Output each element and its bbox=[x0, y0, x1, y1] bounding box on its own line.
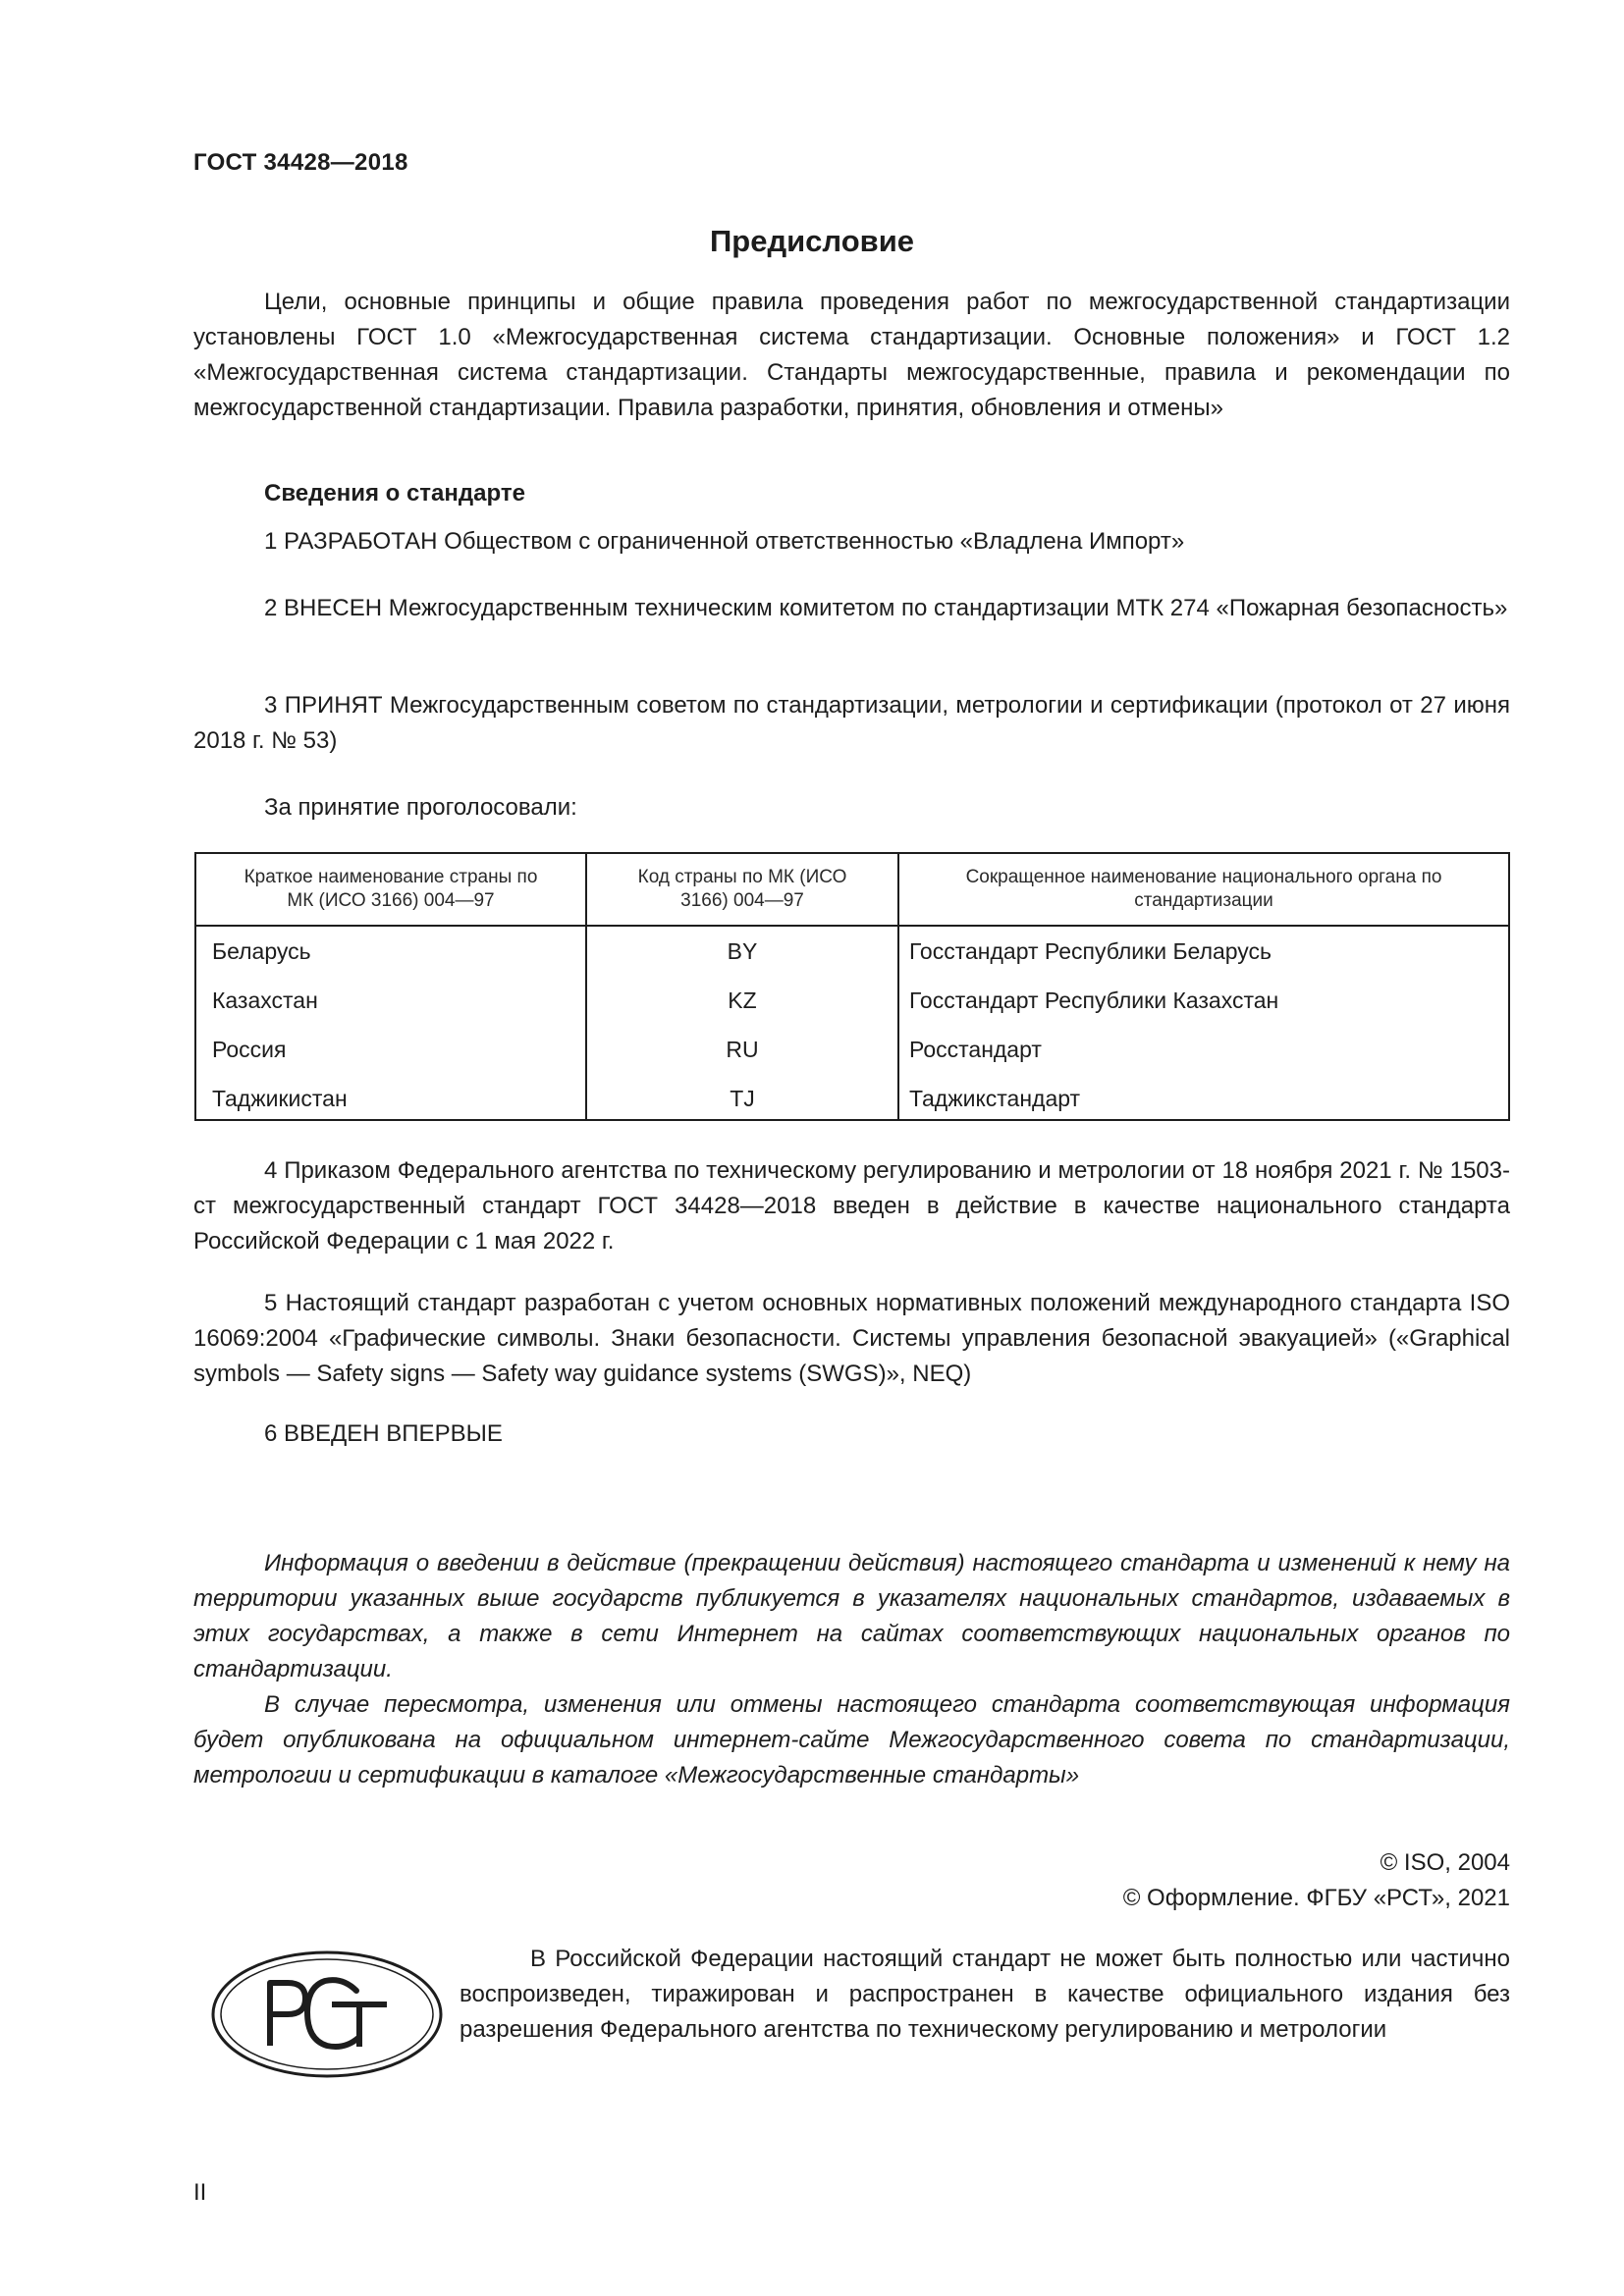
table-cell-code: KZ bbox=[728, 988, 757, 1013]
table-cell-code: BY bbox=[727, 938, 758, 964]
table-cell-country: Таджикистан bbox=[212, 1086, 348, 1111]
table-cell-country: Беларусь bbox=[212, 938, 311, 964]
copyright-notice: В Российской Федерации настоящий стандарт не может быть полностью или частично воспроизведен, тиражирован и распространен в качестве официального издания без разрешения Федерального агентства по техническому регулированию и метрологии bbox=[460, 1946, 1510, 2043]
table-header-authority: Сокращенное наименование национального органа по стандартизации bbox=[965, 867, 1442, 911]
rst-logo-icon bbox=[209, 1948, 445, 2081]
item-3: 3 ПРИНЯТ Межгосударственным советом по стандартизации, метрологии и сертификации (протокол от 27 июня 2018 г. № 53) bbox=[193, 692, 1510, 754]
table-cell-authority: Госстандарт Республики Беларусь bbox=[909, 938, 1272, 964]
page-title: Предисловие bbox=[709, 224, 914, 258]
table-header-row bbox=[196, 854, 1508, 927]
item-4: 4 Приказом Федерального агентства по техническому регулированию и метрологии от 18 ноября 2021 г. № 1503-ст межгосударственный стандарт ГОСТ 34428—2018 введен в действие в качестве национального стандарта Российской Федерации с 1 мая 2022 г. bbox=[193, 1157, 1510, 1255]
table-cell-code: RU bbox=[726, 1037, 759, 1062]
info-heading: Сведения о стандарте bbox=[264, 480, 525, 507]
table-cell-country: Казахстан bbox=[212, 988, 318, 1013]
table-cell-authority: Госстандарт Республики Казахстан bbox=[909, 988, 1279, 1013]
italic-note-2: В случае пересмотра, изменения или отмены настоящего стандарта соответствующая информация будет опубликована на официальном интернет-сайте Межгосударственного совета по стандартизации, метрологии и сертификации в каталоге «Межгосударственные стандарты» bbox=[193, 1691, 1510, 1789]
table-header-code: Код страны по МК (ИСО 3166) 004—97 bbox=[637, 867, 847, 911]
item-1: 1 РАЗРАБОТАН Обществом с ограниченной ответственностью «Владлена Импорт» bbox=[264, 528, 1185, 555]
item-5: 5 Настоящий стандарт разработан с учетом основных нормативных положений международного стандарта ISO 16069:2004 «Графические символы. Знаки безопасности. Системы управления безопасной эвакуацией» («Graphical symbols — Safety signs — Safety way guidance systems (SWGS)», NEQ) bbox=[193, 1290, 1510, 1387]
voting-table bbox=[194, 852, 1510, 1121]
voted-label: За принятие проголосовали: bbox=[264, 794, 577, 821]
standard-code: ГОСТ 34428—2018 bbox=[193, 149, 408, 176]
table-header-country: Краткое наименование страны по МК (ИСО 3166) 004—97 bbox=[244, 867, 538, 911]
table-cell-authority: Росстандарт bbox=[909, 1037, 1042, 1062]
item-6: 6 ВВЕДЕН ВПЕРВЫЕ bbox=[264, 1420, 503, 1447]
intro-paragraph: Цели, основные принципы и общие правила проведения работ по межгосударственной стандартизации установлены ГОСТ 1.0 «Межгосударственная система стандартизации. Основные положения» и ГОСТ 1.2 «Межгосударственная система стандартизации. Стандарты межгосударственные, правила и рекомендации по межгосударственной стандартизации. Правила разработки, принятия, обновления и отмены» bbox=[193, 289, 1510, 421]
italic-note-1: Информация о введении в действие (прекращении действия) настоящего стандарта и изменений к нему на территории указанных выше государств публикуется в указателях национальных стандартов, издаваемых в этих государствах, а также в сети Интернет на сайтах соответствующих национальных органов по стандартизации. bbox=[193, 1550, 1510, 1682]
table-cell-authority: Таджикстандарт bbox=[909, 1086, 1081, 1111]
item-2: 2 ВНЕСЕН Межгосударственным техническим комитетом по стандартизации МТК 274 «Пожарная безопасность» bbox=[264, 595, 1508, 621]
table-cell-country: Россия bbox=[212, 1037, 287, 1062]
table-cell-code: TJ bbox=[730, 1086, 755, 1111]
copyright-design: © Оформление. ФГБУ «РСТ», 2021 bbox=[1122, 1885, 1510, 1911]
page-number: II bbox=[193, 2179, 207, 2206]
copyright-iso: © ISO, 2004 bbox=[1380, 1849, 1510, 1876]
